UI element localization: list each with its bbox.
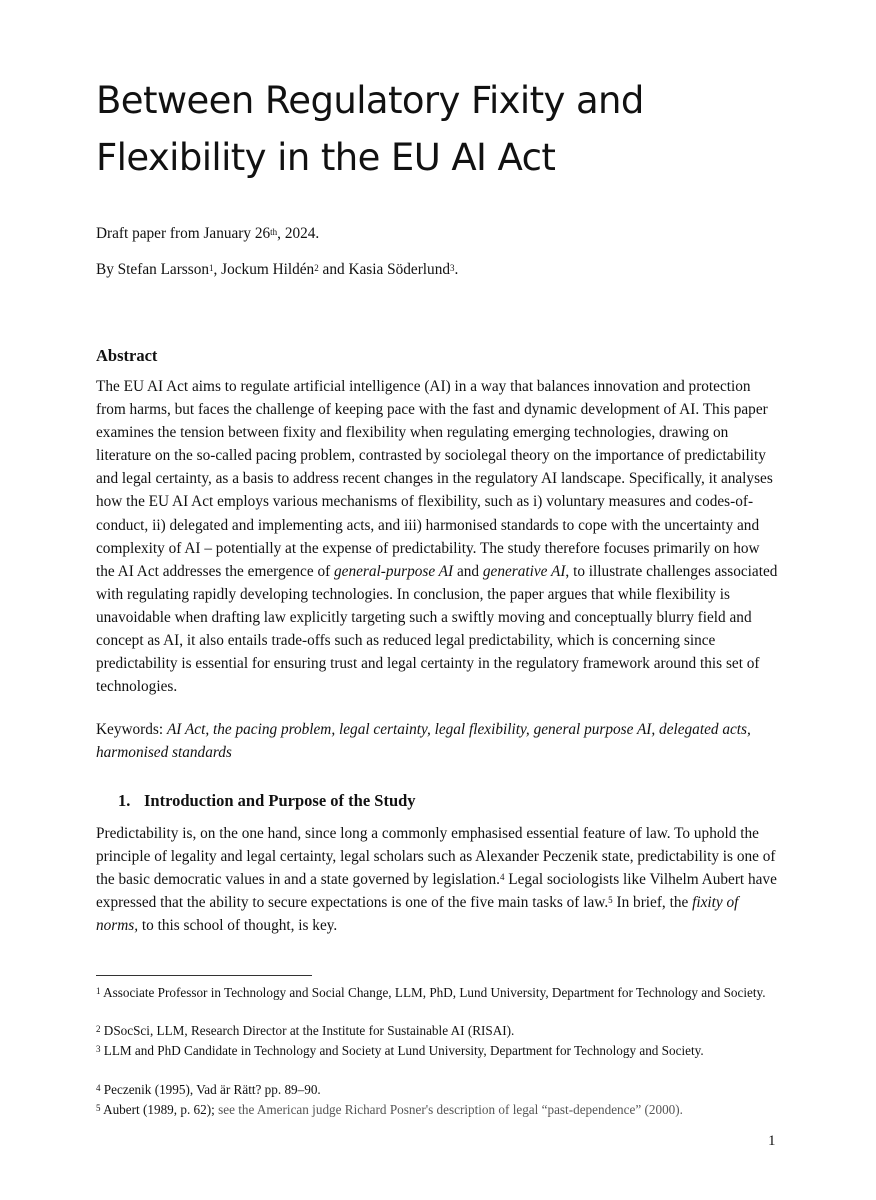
keywords-list: AI Act, the pacing problem, legal certainty, legal flexibility, general purpose AI, delegated acts, harmonised standards	[96, 721, 751, 762]
section-1-text-3: In brief, the	[612, 894, 693, 912]
abstract-text-3: , to illustrate challenges associated with regulating rapidly developing technologies. In conclusion, the paper argues that while flexibility is unavoidable when drafting law explicitly targeting such a swiftly moving and conceptually blurry field and concept as AI, it also entails trade-offs such as reduced legal predictability, which is concerning since predictability is essential for ensuring trust and legal certainty in the regulatory framework around this set of technologies.	[96, 562, 778, 696]
footnote-1-text: Associate Professor in Technology and Social Change, LLM, PhD, Lund University, Department for Technology and Society.	[100, 985, 766, 1000]
keywords-label: Keywords:	[96, 721, 167, 738]
abstract-text-1: The EU AI Act aims to regulate artificial intelligence (AI) in a way that balances innovation and protection from harms, but faces the challenge of keeping pace with the fast and dynamic development of AI. This paper examines the tension between fixity and flexibility when regulating emerging technologies, drawing on literature on the so-called pacing problem, contrasted by sociolegal theory on the importance of predictability and legal certainty, as a basis to address recent changes in the regulatory AI landscape. Specifically, it analyses how the EU AI Act employs various mechanisms of flexibility, such as i) voluntary measures and codes-of-conduct, ii) delegated and implementing acts, and iii) harmonised standards to cope with the uncertainty and complexity of AI – potentially at the expense of predictability. The study therefore focuses primarily on how the AI Act addresses the emergence of	[96, 378, 773, 580]
section-1-heading	[118, 791, 416, 811]
title-line-2: Flexibility in the EU AI Act	[96, 136, 556, 179]
paper-title	[96, 72, 796, 186]
footnote-4	[96, 1081, 786, 1099]
footnote-3-number: 3	[96, 1044, 101, 1054]
draft-date-suffix: , 2024.	[277, 225, 320, 242]
page-number: 1	[768, 1133, 776, 1149]
footnote-4-number: 4	[96, 1083, 101, 1093]
draft-date	[96, 224, 319, 244]
abstract-em-general-purpose: general-purpose AI	[334, 562, 454, 580]
section-1-text-2: Legal sociologists like Vilhelm Aubert have expressed that the ability to secure expectations is one of the five main tasks of law.	[96, 871, 777, 912]
section-1-title: Introduction and Purpose of the Study	[144, 791, 416, 810]
footnote-ref-4[interactable]: 4	[499, 872, 505, 883]
authors	[96, 260, 458, 280]
footnote-ref-5[interactable]: 5	[608, 895, 613, 906]
title-line-1: Between Regulatory Fixity and	[96, 79, 644, 122]
author-3: and Kasia Söderlund	[318, 261, 450, 278]
footnote-2-number: 2	[96, 1024, 101, 1034]
keywords	[96, 718, 781, 764]
author-1: By Stefan Larsson	[96, 261, 210, 278]
footnote-2	[96, 1022, 786, 1040]
author-2-footnote-ref[interactable]: 2	[314, 263, 319, 273]
footnote-4-text: Peczenik (1995), Vad är Rätt? pp. 89–90.	[100, 1082, 321, 1097]
section-1-paragraph	[96, 822, 781, 937]
footnote-5-number: 5	[96, 1103, 101, 1113]
footnote-3	[96, 1042, 786, 1060]
footnote-3-text: LLM and PhD Candidate in Technology and Society at Lund University, Department for Technology and Society.	[100, 1043, 704, 1058]
draft-date-text: Draft paper from January 26	[96, 225, 271, 242]
footnote-5-gray-text: see the American judge Richard Posner's description of legal “past-dependence” (2000).	[218, 1102, 683, 1117]
footnote-5	[96, 1101, 786, 1119]
section-1-number: 1.	[118, 791, 131, 810]
footnote-1	[96, 984, 786, 1002]
abstract-text-2: and	[453, 562, 483, 580]
footnote-divider	[96, 975, 312, 976]
draft-date-sup: th	[270, 227, 278, 237]
authors-end: .	[454, 261, 459, 278]
footnote-5-text: Aubert (1989, p. 62);	[100, 1102, 219, 1117]
abstract-em-generative: generative AI	[482, 562, 566, 580]
author-3-footnote-ref[interactable]: 3	[450, 263, 455, 273]
abstract-text	[96, 375, 781, 698]
section-1-text-4: to this school of thought, is key.	[138, 917, 338, 935]
section-1-em-fixity: fixity of norms,	[96, 894, 739, 935]
footnote-1-number: 1	[96, 986, 101, 996]
author-2: , Jockum Hildén	[213, 261, 315, 278]
footnote-2-text: DSocSci, LLM, Research Director at the Institute for Sustainable AI (RISAI).	[100, 1023, 515, 1038]
author-1-footnote-ref[interactable]: 1	[209, 263, 214, 273]
abstract-heading: Abstract	[96, 346, 158, 365]
section-1-text-1: Predictability is, on the one hand, since long a commonly emphasised essential feature of law. To uphold the principle of legality and legal certainty, legal scholars such as Alexander Peczenik state, predictability is one of the basic democratic values in and a state governed by legislation.	[96, 825, 776, 889]
